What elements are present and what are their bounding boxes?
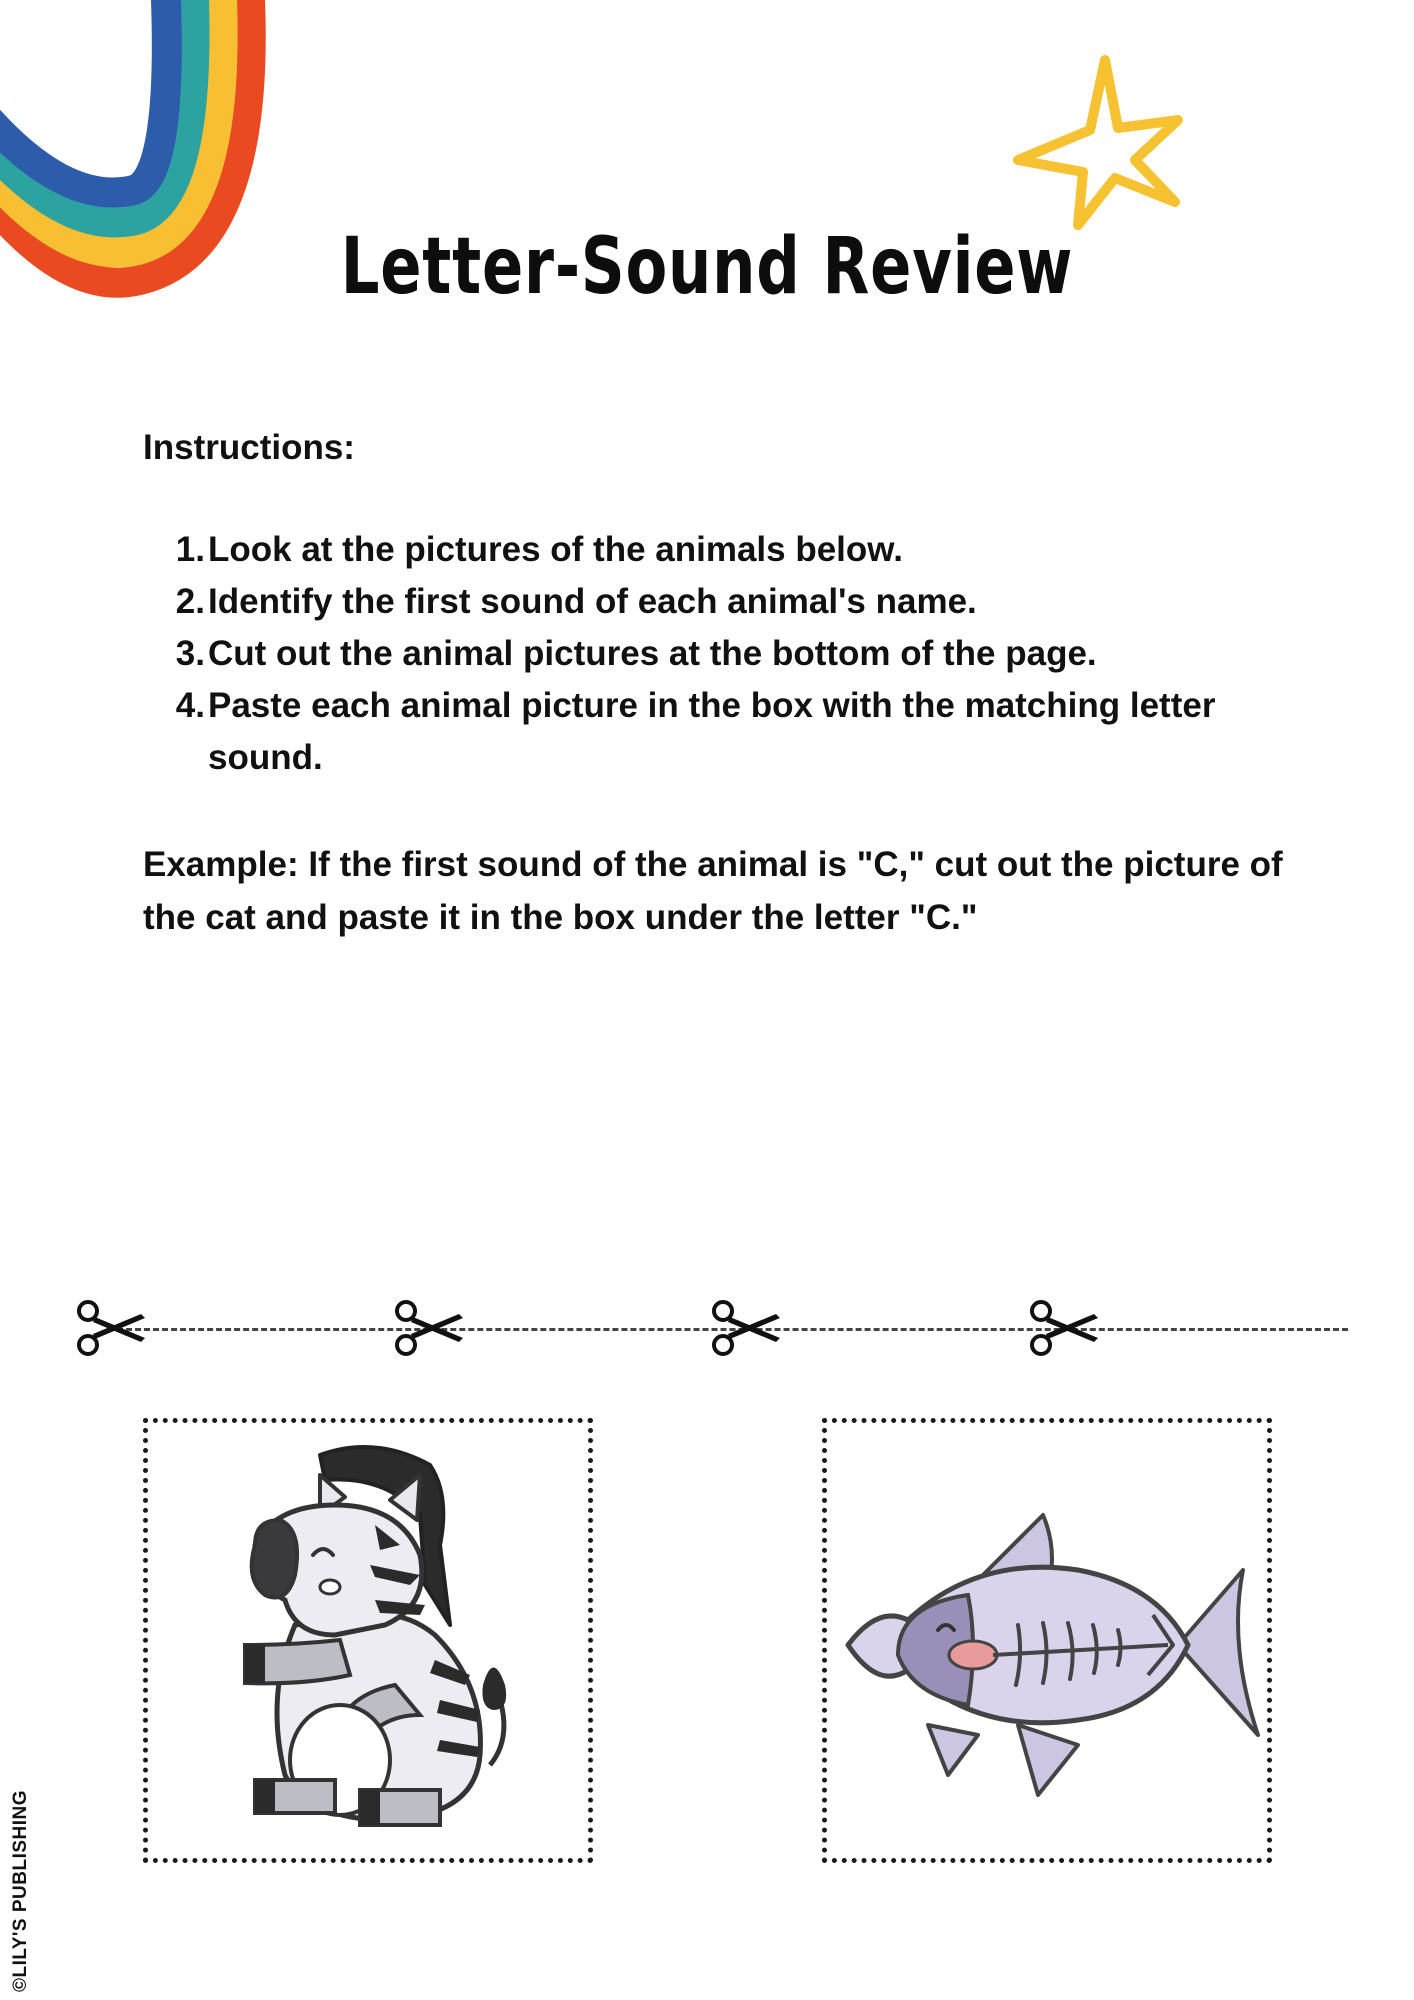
- instructions-label: Instructions:: [143, 428, 355, 467]
- step-text: Paste each animal picture in the box with the matching letter sound.: [208, 686, 1216, 777]
- step-number: 3.: [175, 634, 205, 673]
- instruction-step: [143, 576, 1243, 628]
- scissors-icon: [1028, 1298, 1100, 1358]
- step-text: Cut out the animal pictures at the bottom of the page.: [208, 634, 1097, 673]
- publisher-credit: ©LILY'S PUBLISHING: [10, 1789, 31, 1992]
- instruction-steps: [143, 524, 1243, 784]
- scissors-icon: [710, 1298, 782, 1358]
- step-number: 1.: [175, 530, 205, 569]
- step-number: 2.: [175, 582, 205, 621]
- scissors-icon: [393, 1298, 465, 1358]
- instruction-step: [143, 524, 1243, 576]
- page-title: Letter-Sound Review: [340, 222, 1074, 312]
- instruction-step: [143, 680, 1243, 784]
- scissors-icon: [75, 1298, 147, 1358]
- star-icon: [990, 50, 1190, 235]
- step-text: Identify the first sound of each animal's name.: [208, 582, 977, 621]
- example-text: Example: If the first sound of the animal is "C," cut out the picture of the cat and paste it in the box under the letter "C.": [143, 845, 1283, 937]
- zebra-illustration: [225, 1435, 525, 1845]
- xray-fish-illustration: [838, 1495, 1278, 1805]
- instruction-step: [143, 628, 1243, 680]
- step-number: 4.: [175, 686, 205, 725]
- step-text: Look at the pictures of the animals below.: [208, 530, 903, 569]
